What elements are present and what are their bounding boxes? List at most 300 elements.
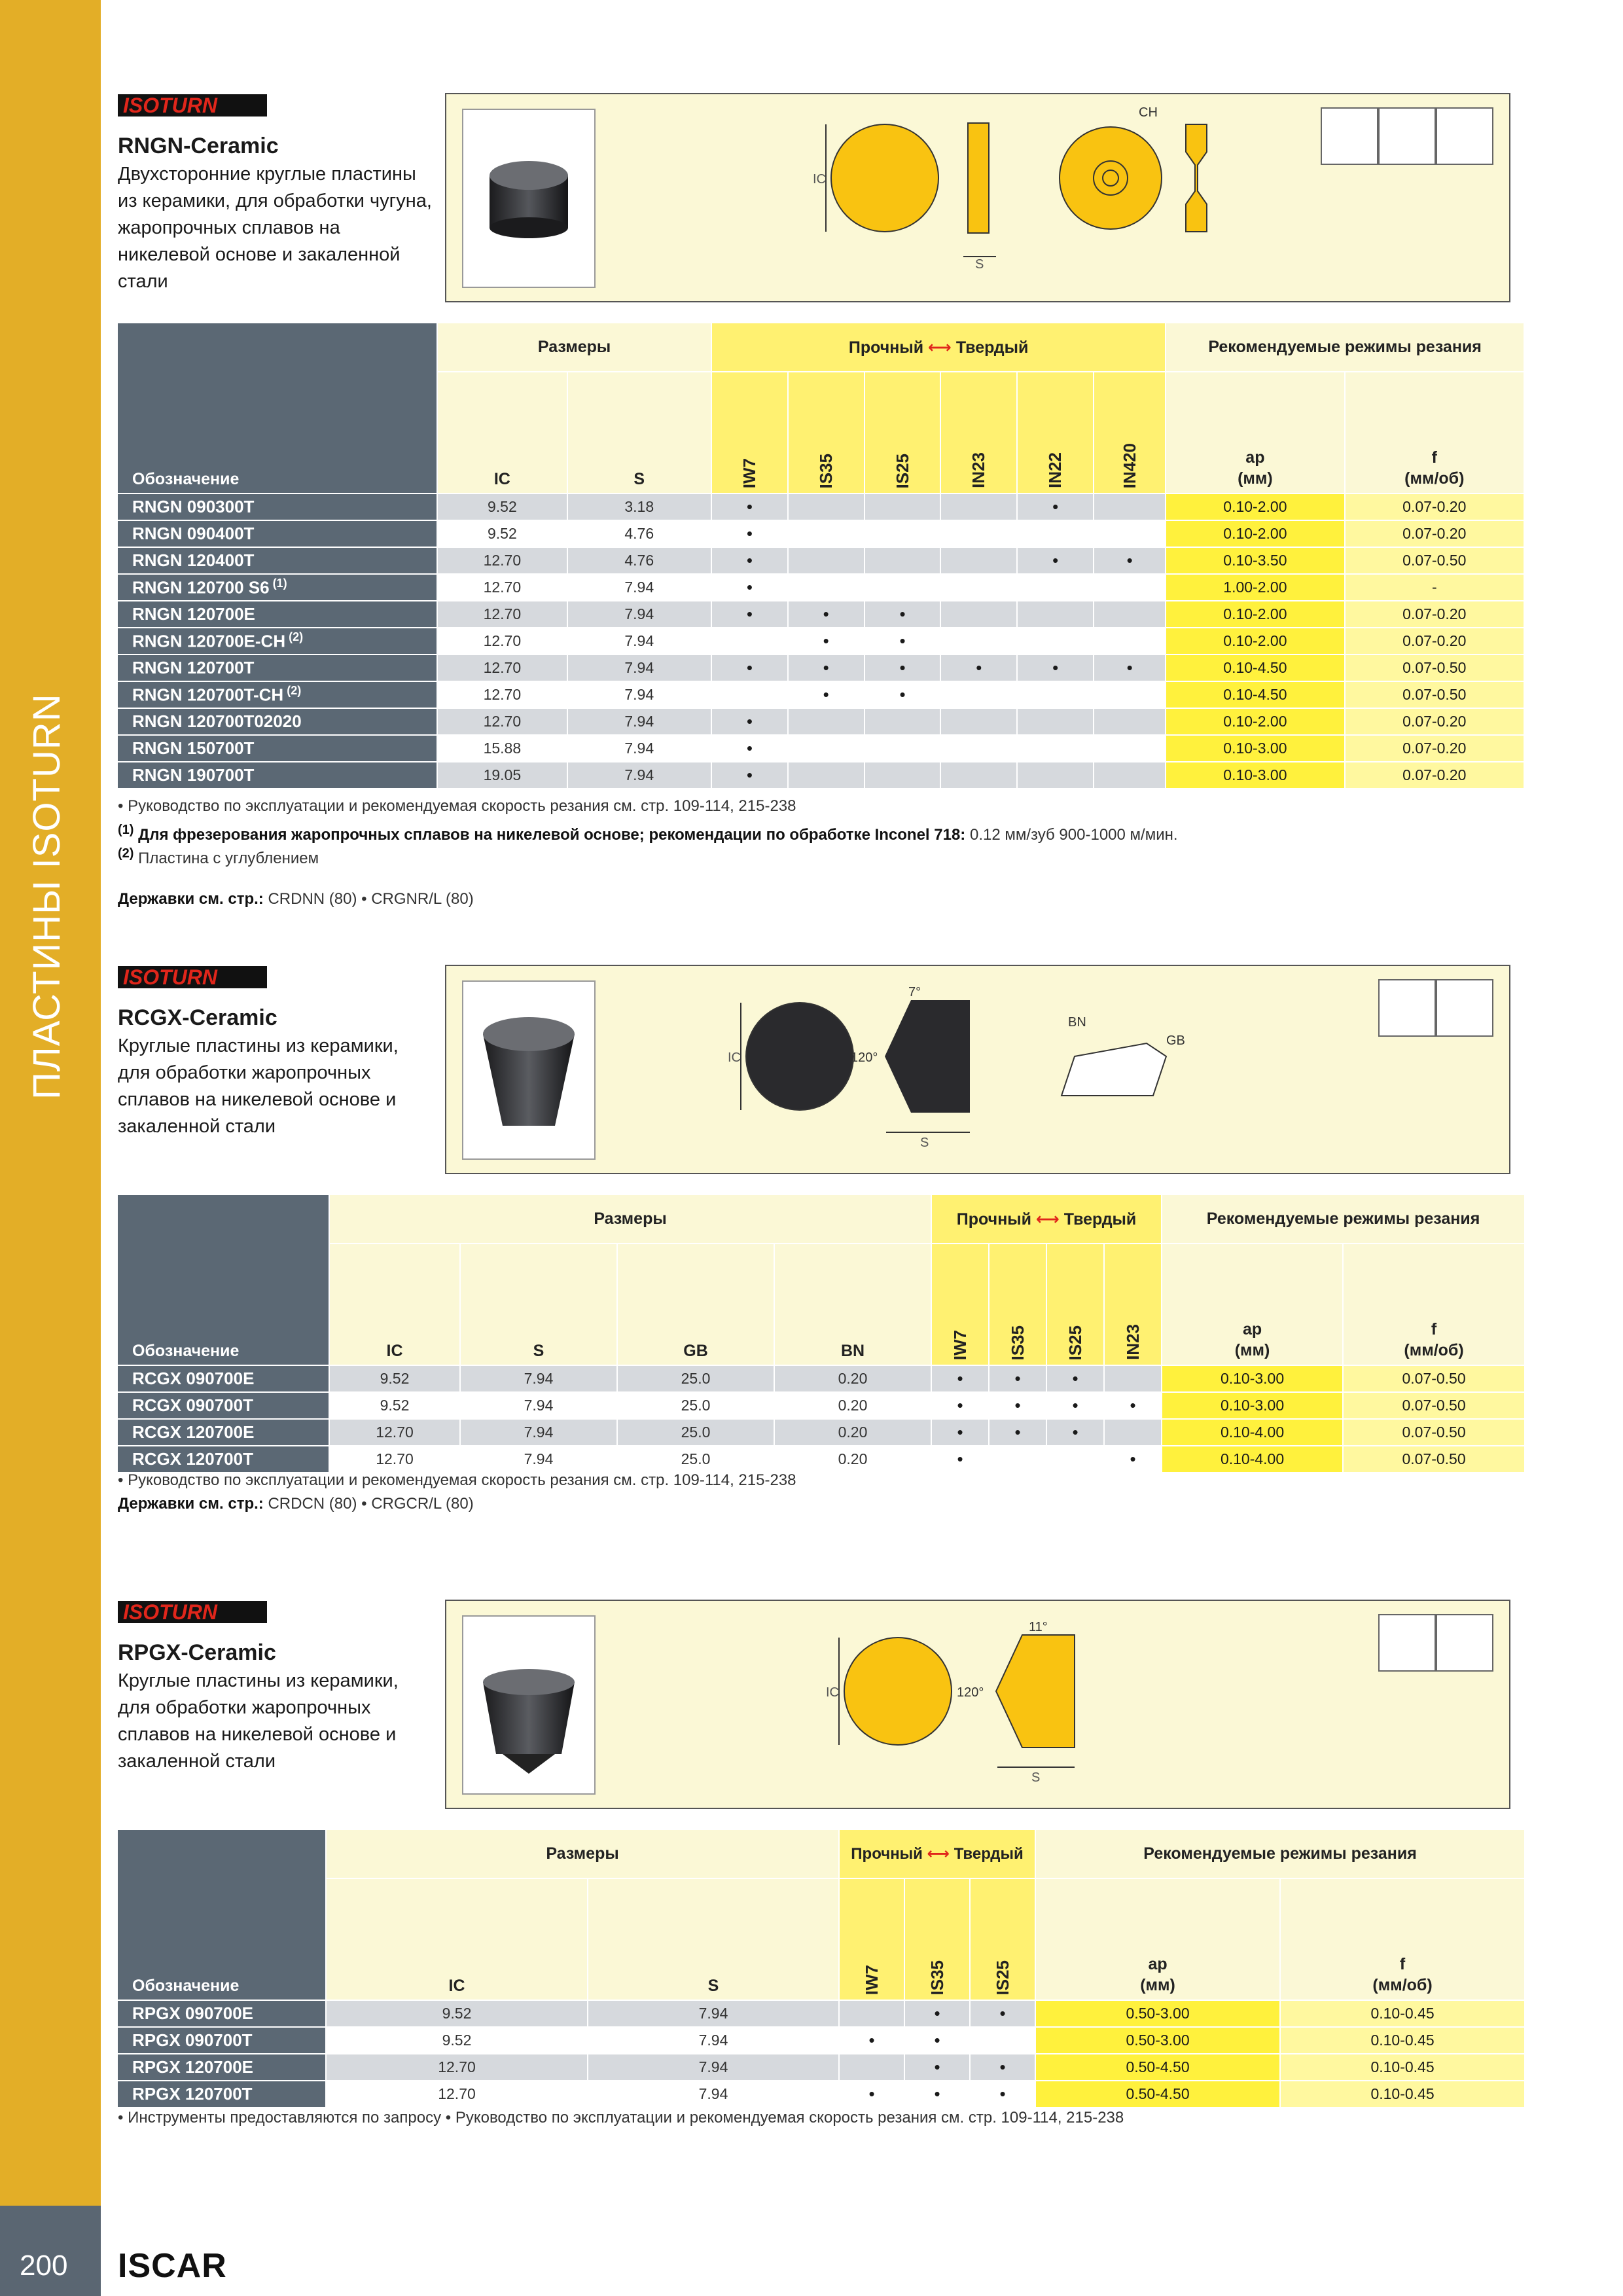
image-panel [445, 965, 1510, 1174]
grade-cell [711, 628, 788, 655]
feed-cell: 0.07-0.20 [1345, 708, 1524, 735]
dimension-cell: 12.70 [437, 628, 567, 655]
grade-cell: • [1046, 1365, 1104, 1392]
dimension-cell: 12.70 [437, 655, 567, 681]
grade-cell [940, 547, 1017, 574]
ap-cell: 0.10-3.00 [1162, 1392, 1343, 1419]
grade-cell: • [970, 2054, 1035, 2081]
profiling-icon [1321, 107, 1378, 165]
dim-header: GB [617, 1244, 774, 1365]
holders-note: Державки см. стр.: CRDNN (80) • CRGNR/L (80) [118, 890, 474, 908]
dimensions-header: Размеры [326, 1830, 839, 1878]
grade-cell [1104, 1365, 1162, 1392]
grade-cell [788, 708, 865, 735]
grade-cell [1094, 628, 1166, 655]
footnote: • Руководство по эксплуатации и рекомендуемая скорость резания см. стр. 109-114, 215-238 [118, 797, 796, 815]
rpgx-diagram [826, 1619, 1219, 1789]
grade-cell: • [989, 1365, 1046, 1392]
svg-text:S: S [920, 1136, 929, 1150]
dimension-cell: 12.70 [437, 547, 567, 574]
table-row [118, 628, 1524, 655]
dimension-cell: 0.20 [774, 1365, 931, 1392]
grade-cell: • [1104, 1446, 1162, 1473]
grade-cell: • [989, 1392, 1046, 1419]
feed-cell: 0.07-0.20 [1345, 762, 1524, 789]
dim-header: S [588, 1878, 839, 2000]
designation-cell: RNGN 120700 S6 $^{(1)}$ [118, 574, 437, 601]
grade-cell: • [1017, 493, 1094, 520]
grade-cell: • [931, 1419, 989, 1446]
grade-cell [788, 520, 865, 547]
grade-cell: • [711, 655, 788, 681]
feed-cell: 0.10-0.45 [1280, 2000, 1525, 2027]
dimension-cell: 12.70 [329, 1419, 460, 1446]
f-header: f (мм/об) [1280, 1878, 1525, 2000]
table-row [118, 708, 1524, 735]
dimension-cell: 12.70 [326, 2054, 588, 2081]
grade-cell: • [931, 1365, 989, 1392]
section-rpgx [118, 1597, 1525, 2160]
dimension-cell: 12.70 [437, 601, 567, 628]
footnote: $^{(1)}$ Для фрезерования жаропрочных сплавов на никелевой основе; рекомендации по обработке Inconel 718: 0.12 мм/зуб 900-1000 м/мин. [118, 823, 1178, 844]
grade-cell: • [989, 1419, 1046, 1446]
grade-cell: • [711, 547, 788, 574]
designation-cell: RNGN 150700T [118, 735, 437, 762]
grade-cell [1094, 493, 1166, 520]
rpgx-table [118, 1830, 1525, 2108]
grade-cell: • [711, 520, 788, 547]
grade-cell [865, 708, 941, 735]
dimension-cell: 7.94 [567, 655, 711, 681]
grade-cell: • [970, 2000, 1035, 2027]
grade-cell: • [711, 574, 788, 601]
rcgx-table [118, 1195, 1525, 1473]
table-row [118, 2054, 1525, 2081]
grade-cell: • [788, 601, 865, 628]
dimension-cell: 7.94 [588, 2081, 839, 2108]
product-title: RPGX-Ceramic [118, 1640, 276, 1665]
f-header: f (мм/об) [1343, 1244, 1525, 1365]
designation-cell: RCGX 120700T [118, 1446, 329, 1473]
dim-header: IC [329, 1244, 460, 1365]
designation-cell: RNGN 120700T-CH $^{(2)}$ [118, 681, 437, 708]
grade-cell [1094, 574, 1166, 601]
grade-cell: • [865, 655, 941, 681]
designation-header: Обозначение [118, 323, 437, 493]
dim-header: S [460, 1244, 617, 1365]
dimension-cell: 9.52 [326, 2027, 588, 2054]
grade-cell [865, 520, 941, 547]
dimension-cell: 25.0 [617, 1446, 774, 1473]
dimension-cell: 7.94 [567, 628, 711, 655]
designation-header: Обозначение [118, 1195, 329, 1365]
grade-header-cell: IN23 [1122, 1324, 1143, 1360]
f-header: f (мм/об) [1345, 372, 1524, 493]
dimension-cell: 0.20 [774, 1419, 931, 1446]
grade-cell [788, 762, 865, 789]
dimension-cell: 9.52 [437, 520, 567, 547]
product-description: Круглые пластины из керамики, для обработки жаропрочных сплавов на никелевой основе и закаленной стали [118, 1670, 399, 1772]
designation-cell: RNGN 090400T [118, 520, 437, 547]
designation-cell: RNGN 120700T [118, 655, 437, 681]
grade-cell: • [931, 1446, 989, 1473]
grade-cell: • [711, 601, 788, 628]
dimensions-header: Размеры [329, 1195, 931, 1244]
designation-cell: RPGX 090700T [118, 2027, 326, 2054]
grade-cell: • [788, 681, 865, 708]
ap-cell: 0.10-4.00 [1162, 1419, 1343, 1446]
svg-text:IC: IC [826, 1685, 839, 1700]
ap-cell: 0.10-4.00 [1162, 1446, 1343, 1473]
table-row [118, 1419, 1525, 1446]
grade-header-cell: IW7 [739, 457, 759, 488]
brand-name: ISCAR [118, 2247, 227, 2285]
grade-cell: • [970, 2081, 1035, 2108]
grade-cell: • [904, 2054, 970, 2081]
image-panel [445, 1600, 1510, 1809]
grade-cell [865, 735, 941, 762]
svg-text:S: S [1031, 1770, 1041, 1785]
grade-cell [1017, 601, 1094, 628]
dimension-cell: 9.52 [329, 1392, 460, 1419]
dimension-cell: 9.52 [326, 2000, 588, 2027]
designation-cell: RCGX 090700T [118, 1392, 329, 1419]
grade-cell: • [1094, 655, 1166, 681]
grade-header-cell: IS25 [992, 1960, 1012, 1995]
grade-cell [1017, 708, 1094, 735]
table-row [118, 2081, 1525, 2108]
ap-cell: 0.50-4.50 [1035, 2054, 1280, 2081]
insert-photo [462, 1615, 596, 1795]
feed-cell: 0.07-0.50 [1343, 1365, 1525, 1392]
dimension-cell: 12.70 [326, 2081, 588, 2108]
grade-header-cell: IS35 [927, 1960, 947, 1995]
table-row [118, 681, 1524, 708]
svg-text:ISOTURN: ISOTURN [123, 94, 217, 117]
rngn-table [118, 323, 1525, 789]
grade-header-cell: IW7 [950, 1329, 970, 1360]
dimension-cell: 7.94 [567, 708, 711, 735]
svg-text:GB: GB [1166, 1033, 1185, 1048]
ap-cell: 0.10-3.50 [1166, 547, 1344, 574]
cutting-header: Рекомендуемые режимы резания [1162, 1195, 1525, 1244]
side-title-text: ПЛАСТИНЫ ISOTURN [26, 693, 68, 1100]
table-row [118, 547, 1524, 574]
dimension-cell: 7.94 [588, 2000, 839, 2027]
grade-cell: • [904, 2027, 970, 2054]
svg-text:IC: IC [728, 1050, 741, 1065]
dimension-cell: 25.0 [617, 1419, 774, 1446]
designation-cell: RNGN 120700E [118, 601, 437, 628]
dimension-cell: 0.20 [774, 1392, 931, 1419]
feed-cell: 0.07-0.20 [1345, 601, 1524, 628]
ap-cell: 1.00-2.00 [1166, 574, 1344, 601]
dimension-cell: 4.76 [567, 520, 711, 547]
dimension-cell: 9.52 [329, 1365, 460, 1392]
table-row [118, 2000, 1525, 2027]
ap-header: ap (мм) [1035, 1878, 1280, 2000]
feed-cell: 0.07-0.50 [1343, 1392, 1525, 1419]
feed-cell: 0.10-0.45 [1280, 2054, 1525, 2081]
ap-cell: 0.10-2.00 [1166, 601, 1344, 628]
facing-icon [1436, 1614, 1493, 1672]
grade-cell [940, 735, 1017, 762]
page-number: 200 [20, 2250, 68, 2282]
footnote: • Инструменты предоставляются по запросу • Руководство по эксплуатации и рекомендуемая скорость резания см. стр. 109-114, 215-238 [118, 2109, 1124, 2126]
designation-cell: RPGX 090700E [118, 2000, 326, 2027]
designation-cell: RNGN 090300T [118, 493, 437, 520]
dimension-cell: 7.94 [567, 574, 711, 601]
grade-cell [970, 2027, 1035, 2054]
insert-photo [462, 109, 596, 288]
rngn-diagram [813, 106, 1232, 289]
cutting-header: Рекомендуемые режимы резания [1035, 1830, 1525, 1878]
grade-cell [839, 2054, 904, 2081]
ap-cell: 0.50-4.50 [1035, 2081, 1280, 2108]
designation-cell: RNGN 120700T02020 [118, 708, 437, 735]
grade-cell: • [711, 493, 788, 520]
dimension-cell: 12.70 [437, 681, 567, 708]
turning-icon [1436, 107, 1493, 165]
grade-cell: • [1017, 655, 1094, 681]
grade-header-cell: IN23 [969, 452, 989, 488]
designation-cell: RNGN 120400T [118, 547, 437, 574]
ap-cell: 0.10-2.00 [1166, 628, 1344, 655]
ap-cell: 0.50-3.00 [1035, 2027, 1280, 2054]
section-rcgx [118, 962, 1525, 1551]
ap-cell: 0.10-3.00 [1166, 735, 1344, 762]
isoturn-logo [118, 90, 268, 120]
feed-cell: 0.07-0.50 [1345, 547, 1524, 574]
grade-header-cell: IN420 [1119, 442, 1139, 488]
table-row [118, 601, 1524, 628]
feed-cell: 0.07-0.50 [1345, 681, 1524, 708]
table-row [118, 1392, 1525, 1419]
grade-cell [788, 547, 865, 574]
section-rngn [118, 90, 1525, 941]
dim-header: IC [437, 372, 567, 493]
grade-cell [989, 1446, 1046, 1473]
holders-note: Державки см. стр.: CRDCN (80) • CRGCR/L (80) [118, 1495, 474, 1513]
cutting-header: Рекомендуемые режимы резания [1166, 323, 1524, 372]
grade-cell [940, 681, 1017, 708]
ap-cell: 0.10-2.00 [1166, 493, 1344, 520]
ap-cell: 0.10-4.50 [1166, 681, 1344, 708]
dimension-cell: 25.0 [617, 1392, 774, 1419]
footnote: $^{(2)}$ Пластина с углублением [118, 846, 319, 867]
grade-cell [1017, 520, 1094, 547]
dimension-cell: 7.94 [460, 1419, 617, 1446]
rcgx-diagram [715, 984, 1238, 1155]
table-row [118, 1365, 1525, 1392]
grade-cell: • [904, 2000, 970, 2027]
svg-text:120°: 120° [851, 1050, 878, 1065]
grade-cell [788, 735, 865, 762]
grade-cell: • [711, 735, 788, 762]
svg-text:BN: BN [1068, 1015, 1086, 1030]
dimension-cell: 0.20 [774, 1446, 931, 1473]
feed-cell: 0.07-0.50 [1343, 1419, 1525, 1446]
feed-cell: 0.10-0.45 [1280, 2027, 1525, 2054]
feed-cell: 0.07-0.20 [1345, 735, 1524, 762]
ap-cell: 0.10-3.00 [1162, 1365, 1343, 1392]
dimension-cell: 7.94 [567, 601, 711, 628]
grade-header-cell: IW7 [861, 1964, 882, 1995]
grade-cell [1017, 574, 1094, 601]
grade-cell [711, 681, 788, 708]
grade-cell: • [904, 2081, 970, 2108]
dimension-cell: 4.76 [567, 547, 711, 574]
grade-cell: • [839, 2081, 904, 2108]
svg-text:120°: 120° [957, 1685, 984, 1700]
grade-cell: • [711, 708, 788, 735]
dimensions-header: Размеры [437, 323, 711, 372]
dimension-cell: 7.94 [567, 681, 711, 708]
grade-header: Прочный ⟷ Твердый [711, 323, 1166, 372]
insert-photo [462, 980, 596, 1160]
grade-cell [940, 601, 1017, 628]
table-row [118, 2027, 1525, 2054]
product-title: RNGN-Ceramic [118, 134, 279, 158]
grade-cell [1094, 762, 1166, 789]
svg-text:IC: IC [813, 172, 826, 187]
feed-cell: 0.07-0.20 [1345, 628, 1524, 655]
dimension-cell: 19.05 [437, 762, 567, 789]
grade-cell [1094, 708, 1166, 735]
product-description: Круглые пластины из керамики, для обработки жаропрочных сплавов на никелевой основе и закаленной стали [118, 1035, 399, 1137]
grade-cell [865, 762, 941, 789]
feed-cell: 0.07-0.20 [1345, 493, 1524, 520]
dimension-cell: 25.0 [617, 1365, 774, 1392]
grade-cell: • [865, 681, 941, 708]
grade-cell [940, 762, 1017, 789]
side-title [25, 589, 77, 1178]
ap-cell: 0.10-2.00 [1166, 708, 1344, 735]
designation-cell: RNGN 190700T [118, 762, 437, 789]
grade-cell [865, 547, 941, 574]
grade-header-cell: IS25 [1065, 1325, 1085, 1360]
designation-cell: RNGN 120700E-CH $^{(2)}$ [118, 628, 437, 655]
designation-cell: RPGX 120700E [118, 2054, 326, 2081]
ap-cell: 0.10-4.50 [1166, 655, 1344, 681]
dimension-cell: 7.94 [460, 1365, 617, 1392]
dimension-cell: 7.94 [460, 1446, 617, 1473]
isoturn-logo [118, 1597, 268, 1627]
dimension-cell: 12.70 [329, 1446, 460, 1473]
feed-cell: - [1345, 574, 1524, 601]
grade-cell: • [940, 655, 1017, 681]
svg-text:ISOTURN: ISOTURN [123, 965, 217, 989]
grade-header-cell: IS25 [892, 453, 912, 488]
grade-cell [865, 493, 941, 520]
grade-header-cell: IS35 [1007, 1325, 1027, 1360]
grade-cell [940, 628, 1017, 655]
grade-cell [1094, 601, 1166, 628]
grade-cell [788, 493, 865, 520]
grade-cell: • [839, 2027, 904, 2054]
table-row [118, 762, 1524, 789]
grade-cell [1094, 520, 1166, 547]
dim-header: BN [774, 1244, 931, 1365]
dimension-cell: 9.52 [437, 493, 567, 520]
designation-cell: RCGX 090700E [118, 1365, 329, 1392]
grade-cell: • [711, 762, 788, 789]
svg-text:CH: CH [1139, 106, 1158, 120]
table-row [118, 735, 1524, 762]
dim-header: S [567, 372, 711, 493]
grade-cell [865, 574, 941, 601]
feed-cell: 0.07-0.50 [1345, 655, 1524, 681]
product-description: Двухсторонние круглые пластины из керамики, для обработки чугуна, жаропрочных сплавов на никелевой основе и закаленной стали [118, 164, 432, 292]
footnote: • Руководство по эксплуатации и рекомендуемая скорость резания см. стр. 109-114, 215-238 [118, 1471, 796, 1489]
dimension-cell: 7.94 [567, 762, 711, 789]
grade-cell: • [931, 1392, 989, 1419]
image-panel [445, 93, 1510, 302]
grade-cell [839, 2000, 904, 2027]
grade-header: Прочный ⟷ Твердый [931, 1195, 1162, 1244]
ap-cell: 0.50-3.00 [1035, 2000, 1280, 2027]
designation-cell: RCGX 120700E [118, 1419, 329, 1446]
grade-cell: • [865, 601, 941, 628]
ap-cell: 0.10-3.00 [1166, 762, 1344, 789]
table-row [118, 655, 1524, 681]
dimension-cell: 3.18 [567, 493, 711, 520]
grade-cell [1017, 628, 1094, 655]
dimension-cell: 7.94 [588, 2054, 839, 2081]
grade-cell: • [1094, 547, 1166, 574]
grade-cell [1017, 762, 1094, 789]
svg-text:ISOTURN: ISOTURN [123, 1600, 217, 1624]
grade-cell [1094, 735, 1166, 762]
ap-cell: 0.10-2.00 [1166, 520, 1344, 547]
grade-cell [1046, 1446, 1104, 1473]
turning-icon [1378, 979, 1436, 1037]
grade-cell: • [1046, 1392, 1104, 1419]
svg-text:11°: 11° [1029, 1620, 1048, 1634]
grade-cell: • [1017, 547, 1094, 574]
table-row [118, 493, 1524, 520]
table-row [118, 520, 1524, 547]
product-title: RCGX-Ceramic [118, 1005, 277, 1030]
grade-cell [1017, 735, 1094, 762]
grade-cell [940, 574, 1017, 601]
grade-cell [1104, 1419, 1162, 1446]
grade-header: Прочный ⟷ Твердый [839, 1830, 1035, 1878]
dimension-cell: 12.70 [437, 574, 567, 601]
ap-header: ap (мм) [1162, 1244, 1343, 1365]
svg-text:7°: 7° [908, 985, 921, 999]
facing-icon [1436, 979, 1493, 1037]
grade-cell [1017, 681, 1094, 708]
grade-cell [788, 574, 865, 601]
designation-cell: RPGX 120700T [118, 2081, 326, 2108]
grade-header-cell: IN22 [1045, 452, 1065, 488]
grade-cell [940, 520, 1017, 547]
grade-cell: • [788, 655, 865, 681]
grade-cell: • [788, 628, 865, 655]
dimension-cell: 7.94 [567, 735, 711, 762]
grade-header-cell: IS35 [815, 453, 836, 488]
dimension-cell: 15.88 [437, 735, 567, 762]
dimension-cell: 7.94 [460, 1392, 617, 1419]
feed-cell: 0.07-0.50 [1343, 1446, 1525, 1473]
grade-cell [940, 493, 1017, 520]
dimension-cell: 7.94 [588, 2027, 839, 2054]
grade-cell [940, 708, 1017, 735]
svg-text:S: S [975, 257, 984, 272]
ap-header: ap (мм) [1166, 372, 1344, 493]
isoturn-logo [118, 962, 268, 992]
